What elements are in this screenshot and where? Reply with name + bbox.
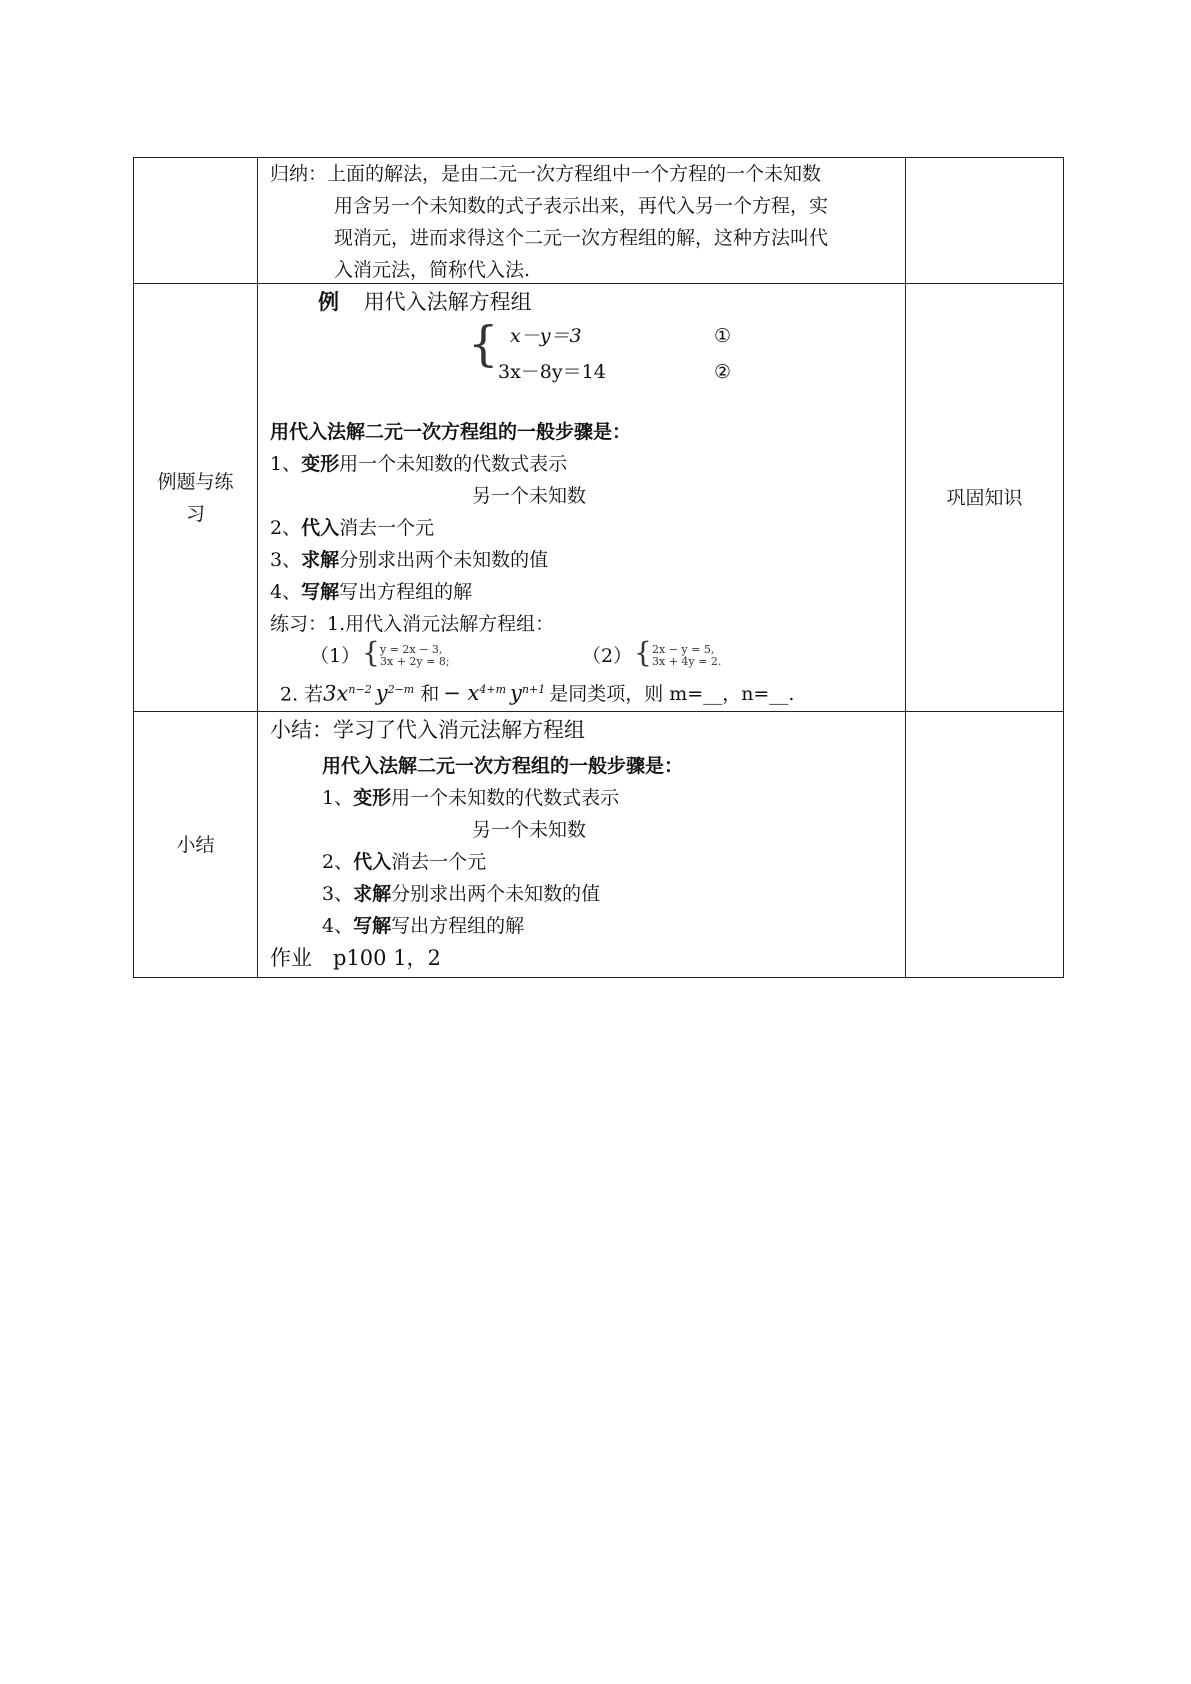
question-2-term1: 3x [323, 681, 349, 706]
example-title-bold: 例 [318, 289, 339, 314]
summary-step-4-num: 4、 [322, 915, 354, 937]
summary-title: 小结：学习了代入消元法解方程组 [270, 718, 585, 742]
summary-step-2 [322, 846, 486, 878]
row2-note-cell [906, 284, 1064, 712]
practice-2-label: （2） [582, 645, 633, 667]
summary-step-1-continued: 另一个未知数 [472, 819, 587, 841]
question-2-exp2b: n+1 [521, 683, 546, 696]
summary-step-4 [322, 910, 524, 942]
step-1-text: 用一个未知数的代数式表示 [339, 453, 568, 475]
question-2-prefix: 2. 若 [280, 683, 324, 706]
row3-label-cell [134, 712, 258, 978]
step-2-bold: 代入 [301, 517, 340, 539]
practice-1-eq2: 3x + 2y = 8; [380, 655, 450, 668]
summary-step-4-bold: 写解 [353, 915, 392, 937]
table-row [134, 712, 1064, 978]
step-1-num: 1、 [270, 453, 302, 475]
question-2-exp1b: 2−m [387, 683, 415, 696]
question-2-exp2: 4+m [479, 683, 507, 696]
row3-note-cell [906, 712, 1064, 978]
summary-line-4: 入消元法，简称代入法. [334, 259, 531, 281]
table-row [134, 284, 1064, 712]
step-2 [270, 512, 434, 544]
step-2-text: 消去一个元 [339, 517, 435, 539]
summary-step-3-text: 分别求出两个未知数的值 [391, 883, 601, 905]
practice-2-eq2: 3x + 4y = 2. [652, 655, 722, 668]
summary-steps-heading: 用代入法解二元一次方程组的一般步骤是： [322, 755, 684, 777]
summary-step-4-text: 写出方程组的解 [391, 915, 525, 937]
question-2 [280, 674, 794, 710]
question-2-term2: − x [443, 681, 480, 706]
equation-1-mark: ① [714, 325, 732, 347]
row1-content-cell [258, 158, 906, 284]
practice-2-eq1: 2x − y = 5, [652, 643, 715, 656]
question-2-term1b: y [375, 681, 388, 706]
step-3-text: 分别求出两个未知数的值 [339, 549, 549, 571]
summary-step-1-bold: 变形 [353, 787, 392, 809]
row2-content-cell [258, 284, 906, 712]
table-row [134, 158, 1064, 284]
practice-line: 练习：1.用代入消元法解方程组： [270, 613, 555, 635]
row2-label-cell [134, 284, 258, 712]
example-title [318, 286, 532, 318]
homework-line: 作业 p100 1，2 [270, 946, 441, 970]
equation-2-mark: ② [714, 361, 732, 383]
step-1-bold: 变形 [301, 453, 340, 475]
practice-2-brace-icon: { [634, 636, 652, 669]
row2-label-line2: 习 [185, 502, 205, 525]
practice-1-label: （1） [310, 645, 361, 667]
practice-1-brace-icon: { [362, 636, 380, 669]
steps-heading: 用代入法解二元一次方程组的一般步骤是： [270, 421, 632, 443]
example-title-text: 用代入法解方程组 [363, 290, 532, 314]
summary-step-1-text: 用一个未知数的代数式表示 [391, 787, 620, 809]
summary-step-3 [322, 878, 600, 910]
question-2-mid: 和 [420, 683, 440, 706]
equation-1: x－y＝3 [510, 325, 582, 347]
summary-step-2-text: 消去一个元 [391, 851, 487, 873]
step-2-num: 2、 [270, 517, 302, 539]
summary-step-3-num: 3、 [322, 883, 354, 905]
question-2-exp1: n−2 [348, 683, 372, 696]
step-1 [270, 448, 567, 480]
summary-line-2: 用含另一个未知数的式子表示出来，再代入另一个方程，实 [334, 195, 829, 217]
row1-label-cell [134, 158, 258, 284]
step-4-bold: 写解 [301, 581, 340, 603]
summary-line-3: 现消元，进而求得这个二元一次方程组的解，这种方法叫代 [334, 227, 829, 249]
row1-note-cell [906, 158, 1064, 284]
practice-1-eq1: y = 2x − 3, [380, 643, 443, 656]
row2-note-label: 巩固知识 [946, 486, 1023, 509]
lesson-table [133, 157, 1064, 978]
step-3-bold: 求解 [301, 549, 340, 571]
step-4-text: 写出方程组的解 [339, 581, 473, 603]
summary-step-2-num: 2、 [322, 851, 354, 873]
summary-step-1 [322, 782, 619, 814]
summary-step-2-bold: 代入 [353, 851, 392, 873]
question-2-suffix: 是同类项，则 m=__，n=__. [549, 683, 795, 706]
row3-content-cell [258, 712, 906, 978]
step-4 [270, 576, 472, 608]
question-2-term2b: y [510, 681, 522, 706]
summary-line-1: 归纳：上面的解法，是由二元一次方程组中一个方程的一个未知数 [270, 163, 822, 185]
row3-label: 小结 [176, 833, 215, 856]
step-4-num: 4、 [270, 581, 302, 603]
summary-step-1-num: 1、 [322, 787, 354, 809]
equation-2: 3x－8y＝14 [498, 361, 606, 383]
row2-label-line1: 例题与练 [157, 470, 234, 493]
step-3-num: 3、 [270, 549, 302, 571]
step-3 [270, 544, 548, 576]
summary-step-3-bold: 求解 [353, 883, 392, 905]
system-brace-icon: { [468, 316, 499, 372]
step-1-continued: 另一个未知数 [472, 485, 587, 507]
